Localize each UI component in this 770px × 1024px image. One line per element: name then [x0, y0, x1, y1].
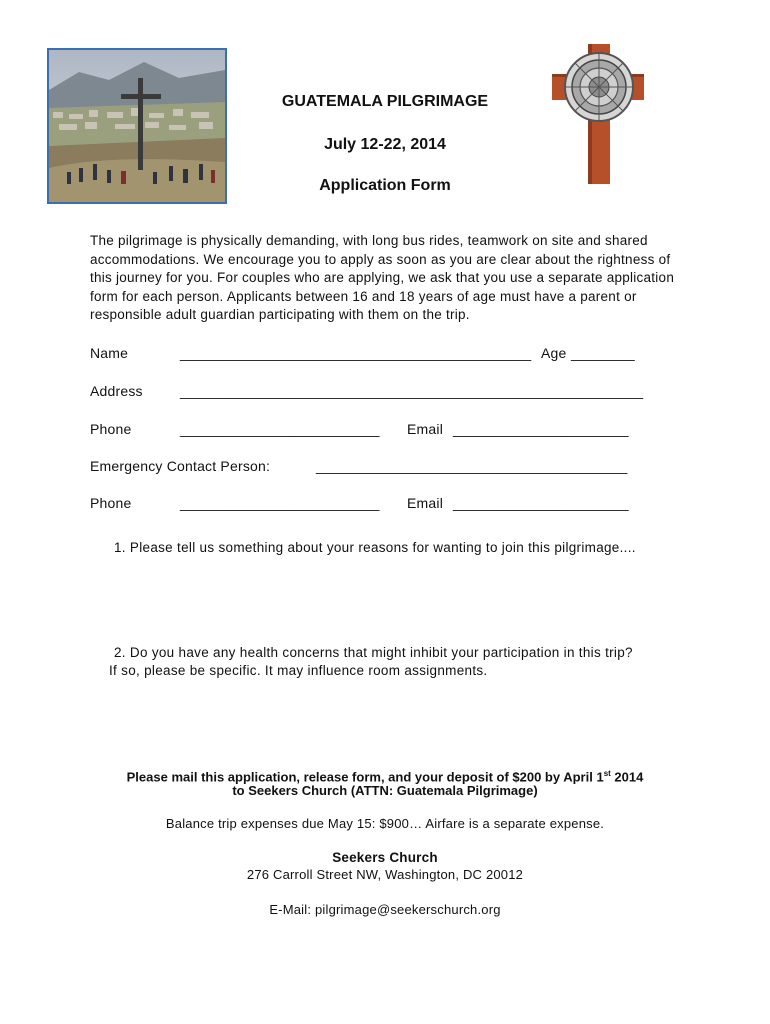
- church-name: Seekers Church: [332, 850, 438, 865]
- name-label: Name: [90, 345, 129, 361]
- email-field[interactable]: ______________________: [453, 421, 629, 437]
- mailing-instructions-line2: to Seekers Church (ATTN: Guatemala Pilgrimage): [232, 783, 538, 798]
- church-email[interactable]: E-Mail: pilgrimage@seekerschurch.org: [269, 902, 501, 917]
- age-label: Age: [541, 345, 567, 361]
- emergency-contact-field[interactable]: _______________________________________: [316, 458, 628, 474]
- age-field[interactable]: ________: [571, 345, 635, 361]
- trip-dates: July 12-22, 2014: [324, 136, 446, 153]
- church-address: 276 Carroll Street NW, Washington, DC 20012: [246, 867, 524, 882]
- mailing-text: Please mail this application, release form, and your deposit of $200 by April 1: [126, 769, 604, 785]
- cross-medallion-image: [552, 44, 644, 184]
- emergency-phone-field[interactable]: _________________________: [180, 495, 380, 511]
- address-label: Address: [90, 383, 143, 399]
- emergency-phone-label: Phone: [90, 495, 132, 511]
- form-subtitle: Application Form: [319, 177, 451, 194]
- phone-label: Phone: [90, 421, 132, 437]
- question-health-line1: 2. Do you have any health concerns that might inhibit your participation in this trip?: [114, 645, 633, 660]
- address-field[interactable]: __________________________________________________________: [180, 383, 644, 399]
- email-label: Email: [407, 421, 444, 437]
- intro-paragraph: The pilgrimage is physically demanding, with long bus rides, teamwork on site and shared accommodations. We encourage you to apply as soon as you are clear about the rightness of this journey for you. For couples who are applying, we ask that you use a separate application form for each person. Applicants between 16 and 18 years of age must have a parent or responsible adult guardian participating with them on the trip.: [90, 233, 675, 323]
- date-suffix: st: [603, 769, 611, 778]
- phone-field[interactable]: _________________________: [180, 421, 380, 437]
- emergency-email-label: Email: [407, 495, 444, 511]
- balance-note: Balance trip expenses due May 15: $900… Airfare is a separate expense.: [165, 816, 605, 831]
- question-health-line2: If so, please be specific. It may influence room assignments.: [109, 663, 488, 678]
- mailing-year: 2014: [610, 769, 644, 785]
- form-title: GUATEMALA PILGRIMAGE: [281, 93, 489, 110]
- name-field[interactable]: ____________________________________________: [180, 345, 532, 361]
- question-reasons: 1. Please tell us something about your reasons for wanting to join this pilgrimage....: [114, 540, 636, 555]
- emergency-contact-label: Emergency Contact Person:: [90, 458, 271, 474]
- emergency-email-field[interactable]: ______________________: [453, 495, 629, 511]
